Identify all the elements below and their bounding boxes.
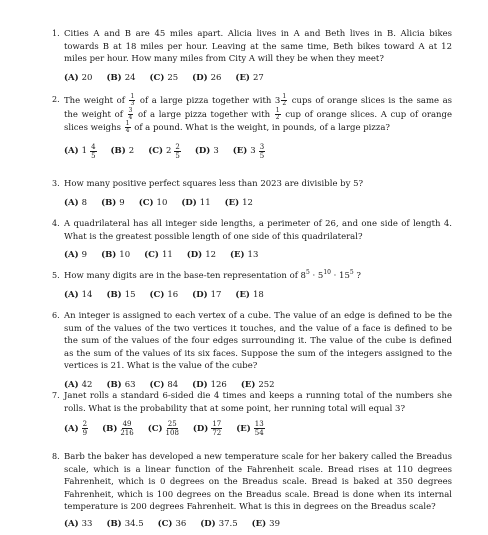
choice-b[interactable]: (B) 9 xyxy=(101,197,125,208)
problem-3 xyxy=(52,178,452,209)
problem-number: 1. xyxy=(52,29,60,38)
choice-e[interactable]: (E) 12 xyxy=(224,197,253,208)
choice-c[interactable]: (C) 25 xyxy=(149,72,179,83)
problem-text: Barb the baker has developed a new temperature scale for her bakery called the Breadus scale, which is a linear function of the Fahrenheit scale. Bread rises at 110 degrees Fahrenheit, which is 0 degrees on the Breadus scale. Bread is baked at 350 degrees Fahrenheit, which is 100 degrees on the Breadus scale. Bread is done when its internal temperature is 200 degrees Fahrenheit. What is this in degrees on the Breadus scale? xyxy=(64,452,452,513)
fraction: $\frac{3}{5}$ xyxy=(259,142,265,160)
problem-8 xyxy=(52,451,452,530)
choice-d[interactable]: (D) 26 xyxy=(192,72,222,83)
choice-a[interactable]: (A) $\frac{2}{9}$ xyxy=(64,420,88,438)
choice-b[interactable]: (B) 34.5 xyxy=(106,518,144,529)
answer-choices xyxy=(64,72,452,84)
choice-e[interactable]: (E) $\frac{13}{54}$ xyxy=(236,420,264,438)
answer-choices xyxy=(64,420,452,437)
choice-c[interactable]: (C) 16 xyxy=(149,289,179,300)
problem-number: 7. xyxy=(52,391,60,400)
choice-d[interactable]: (D) 3 xyxy=(194,146,219,157)
choice-a[interactable]: (A) 33 xyxy=(64,518,93,529)
choice-b[interactable]: (B) 10 xyxy=(101,250,131,261)
answer-choices xyxy=(64,197,452,209)
fraction: $\frac{2}{5}$ xyxy=(175,142,180,160)
problem-text: How many positive perfect squares less than 2023 are divisible by 5? xyxy=(64,179,364,189)
choice-a[interactable]: (A) 8 xyxy=(64,197,88,208)
problem-text: The weight of $\frac{1}{3}$ of a large pizza together with 3 $\frac{1}{2}$ cups of orange slices is the same as the weight of $\frac{3}{4}$ of a large pizza together with $\frac{1}{2}$ cup of orange slices. A cup of orange slices weighs $\frac{1}{4}$ of a pound. What is the weight, in pounds, of a large pizza? xyxy=(64,93,453,135)
fraction: $\frac{1}{2}$ xyxy=(275,106,280,121)
choice-d[interactable]: (D) 37.5 xyxy=(200,518,238,529)
problem-text: How many digits are in the base-ten representation of $8^5 \cdot 5^{10} \cdot 15^5$ ? xyxy=(64,269,361,281)
answer-choices xyxy=(64,249,452,261)
fraction: $\frac{1}{2}$ xyxy=(282,93,287,107)
choice-a[interactable]: (A) 9 xyxy=(64,250,88,261)
choice-c[interactable]: (C) 2 $\frac{2}{5}$ xyxy=(148,142,180,160)
choice-b[interactable]: (B) $\frac{49}{216}$ xyxy=(102,420,134,438)
fraction: $\frac{3}{4}$ xyxy=(128,106,133,121)
problem-4 xyxy=(52,218,452,261)
choice-e[interactable]: (E) 39 xyxy=(251,518,280,529)
problem-7 xyxy=(52,390,452,437)
problem-number: 3. xyxy=(52,179,60,188)
fraction: $\frac{4}{5}$ xyxy=(91,142,96,160)
fraction: $\frac{1}{3}$ xyxy=(130,93,135,107)
choice-c[interactable]: (C) $\frac{25}{108}$ xyxy=(147,420,179,438)
problem-number: 4. xyxy=(52,219,60,228)
choice-e[interactable]: (E) 3 $\frac{3}{5}$ xyxy=(232,142,265,160)
answer-choices xyxy=(64,518,452,530)
problem-number: 8. xyxy=(52,452,60,461)
problem-5 xyxy=(52,270,452,301)
choice-d[interactable]: (D) 12 xyxy=(186,250,217,261)
choice-c[interactable]: (C) 84 xyxy=(149,379,179,390)
problem-number: 6. xyxy=(52,311,60,320)
choice-b[interactable]: (B) 24 xyxy=(106,72,136,83)
choice-e[interactable]: (E) 18 xyxy=(235,289,264,300)
choice-a[interactable]: (A) 20 xyxy=(64,72,93,83)
problem-text: Cities A and B are 45 miles apart. Alicia lives in A and Beth lives in B. Alicia bikes towards B at 18 miles per hour. Leaving at the same time, Beth bikes toward A at 12 miles per hour. How many miles from City A will they be when they meet? xyxy=(64,29,452,65)
problem-2 xyxy=(52,94,452,160)
answer-choices xyxy=(64,289,452,301)
choice-c[interactable]: (C) 10 xyxy=(138,197,168,208)
choice-e[interactable]: (E) 252 xyxy=(240,379,275,390)
choice-c[interactable]: (C) 36 xyxy=(157,518,187,529)
problem-text: A quadrilateral has all integer side lengths, a perimeter of 26, and one side of length 4. What is the greatest possible length of one side of this quadrilateral? xyxy=(64,219,452,242)
problem-number: 2. xyxy=(52,95,60,104)
choice-b[interactable]: (B) 2 xyxy=(110,146,135,157)
choice-d[interactable]: (D) 17 xyxy=(192,289,222,300)
choice-a[interactable]: (A) 14 xyxy=(64,289,93,300)
fraction: $\frac{49}{216}$ xyxy=(120,420,134,438)
fraction: $\frac{2}{9}$ xyxy=(82,420,88,438)
choice-d[interactable]: (D) 11 xyxy=(181,197,211,208)
fraction: $\frac{13}{54}$ xyxy=(254,420,264,438)
fraction: $\frac{17}{72}$ xyxy=(212,420,222,438)
problem-1 xyxy=(52,28,452,84)
answer-choices xyxy=(64,143,452,160)
problem-number: 5. xyxy=(52,271,60,280)
fraction: $\frac{1}{4}$ xyxy=(125,120,130,135)
choice-b[interactable]: (B) 63 xyxy=(106,379,136,390)
problem-text: An integer is assigned to each vertex of a cube. The value of an edge is defined to be the sum of the values of the two vertices it touches, and the value of a face is defined to be the sum of the values of the four edges surrounding it. The value of the cube is defined as the sum of the values of its six faces. Suppose the sum of the integers assigned to the vertices is 21. What is the value of the cube? xyxy=(64,311,452,372)
choice-c[interactable]: (C) 11 xyxy=(144,250,173,261)
problem-text: Janet rolls a standard 6-sided die 4 times and keeps a running total of the numbers she rolls. What is the probability that at some point, her running total will equal 3? xyxy=(64,391,452,414)
fraction: $\frac{25}{108}$ xyxy=(165,420,179,438)
choice-a[interactable]: (A) 42 xyxy=(64,379,93,390)
problem-6 xyxy=(52,310,452,391)
choice-e[interactable]: (E) 13 xyxy=(230,250,259,261)
choice-d[interactable]: (D) 126 xyxy=(192,379,227,390)
choice-b[interactable]: (B) 15 xyxy=(106,289,136,300)
choice-e[interactable]: (E) 27 xyxy=(235,72,264,83)
choice-a[interactable]: (A) 1 $\frac{4}{5}$ xyxy=(64,142,96,160)
choice-d[interactable]: (D) $\frac{17}{72}$ xyxy=(192,420,222,438)
